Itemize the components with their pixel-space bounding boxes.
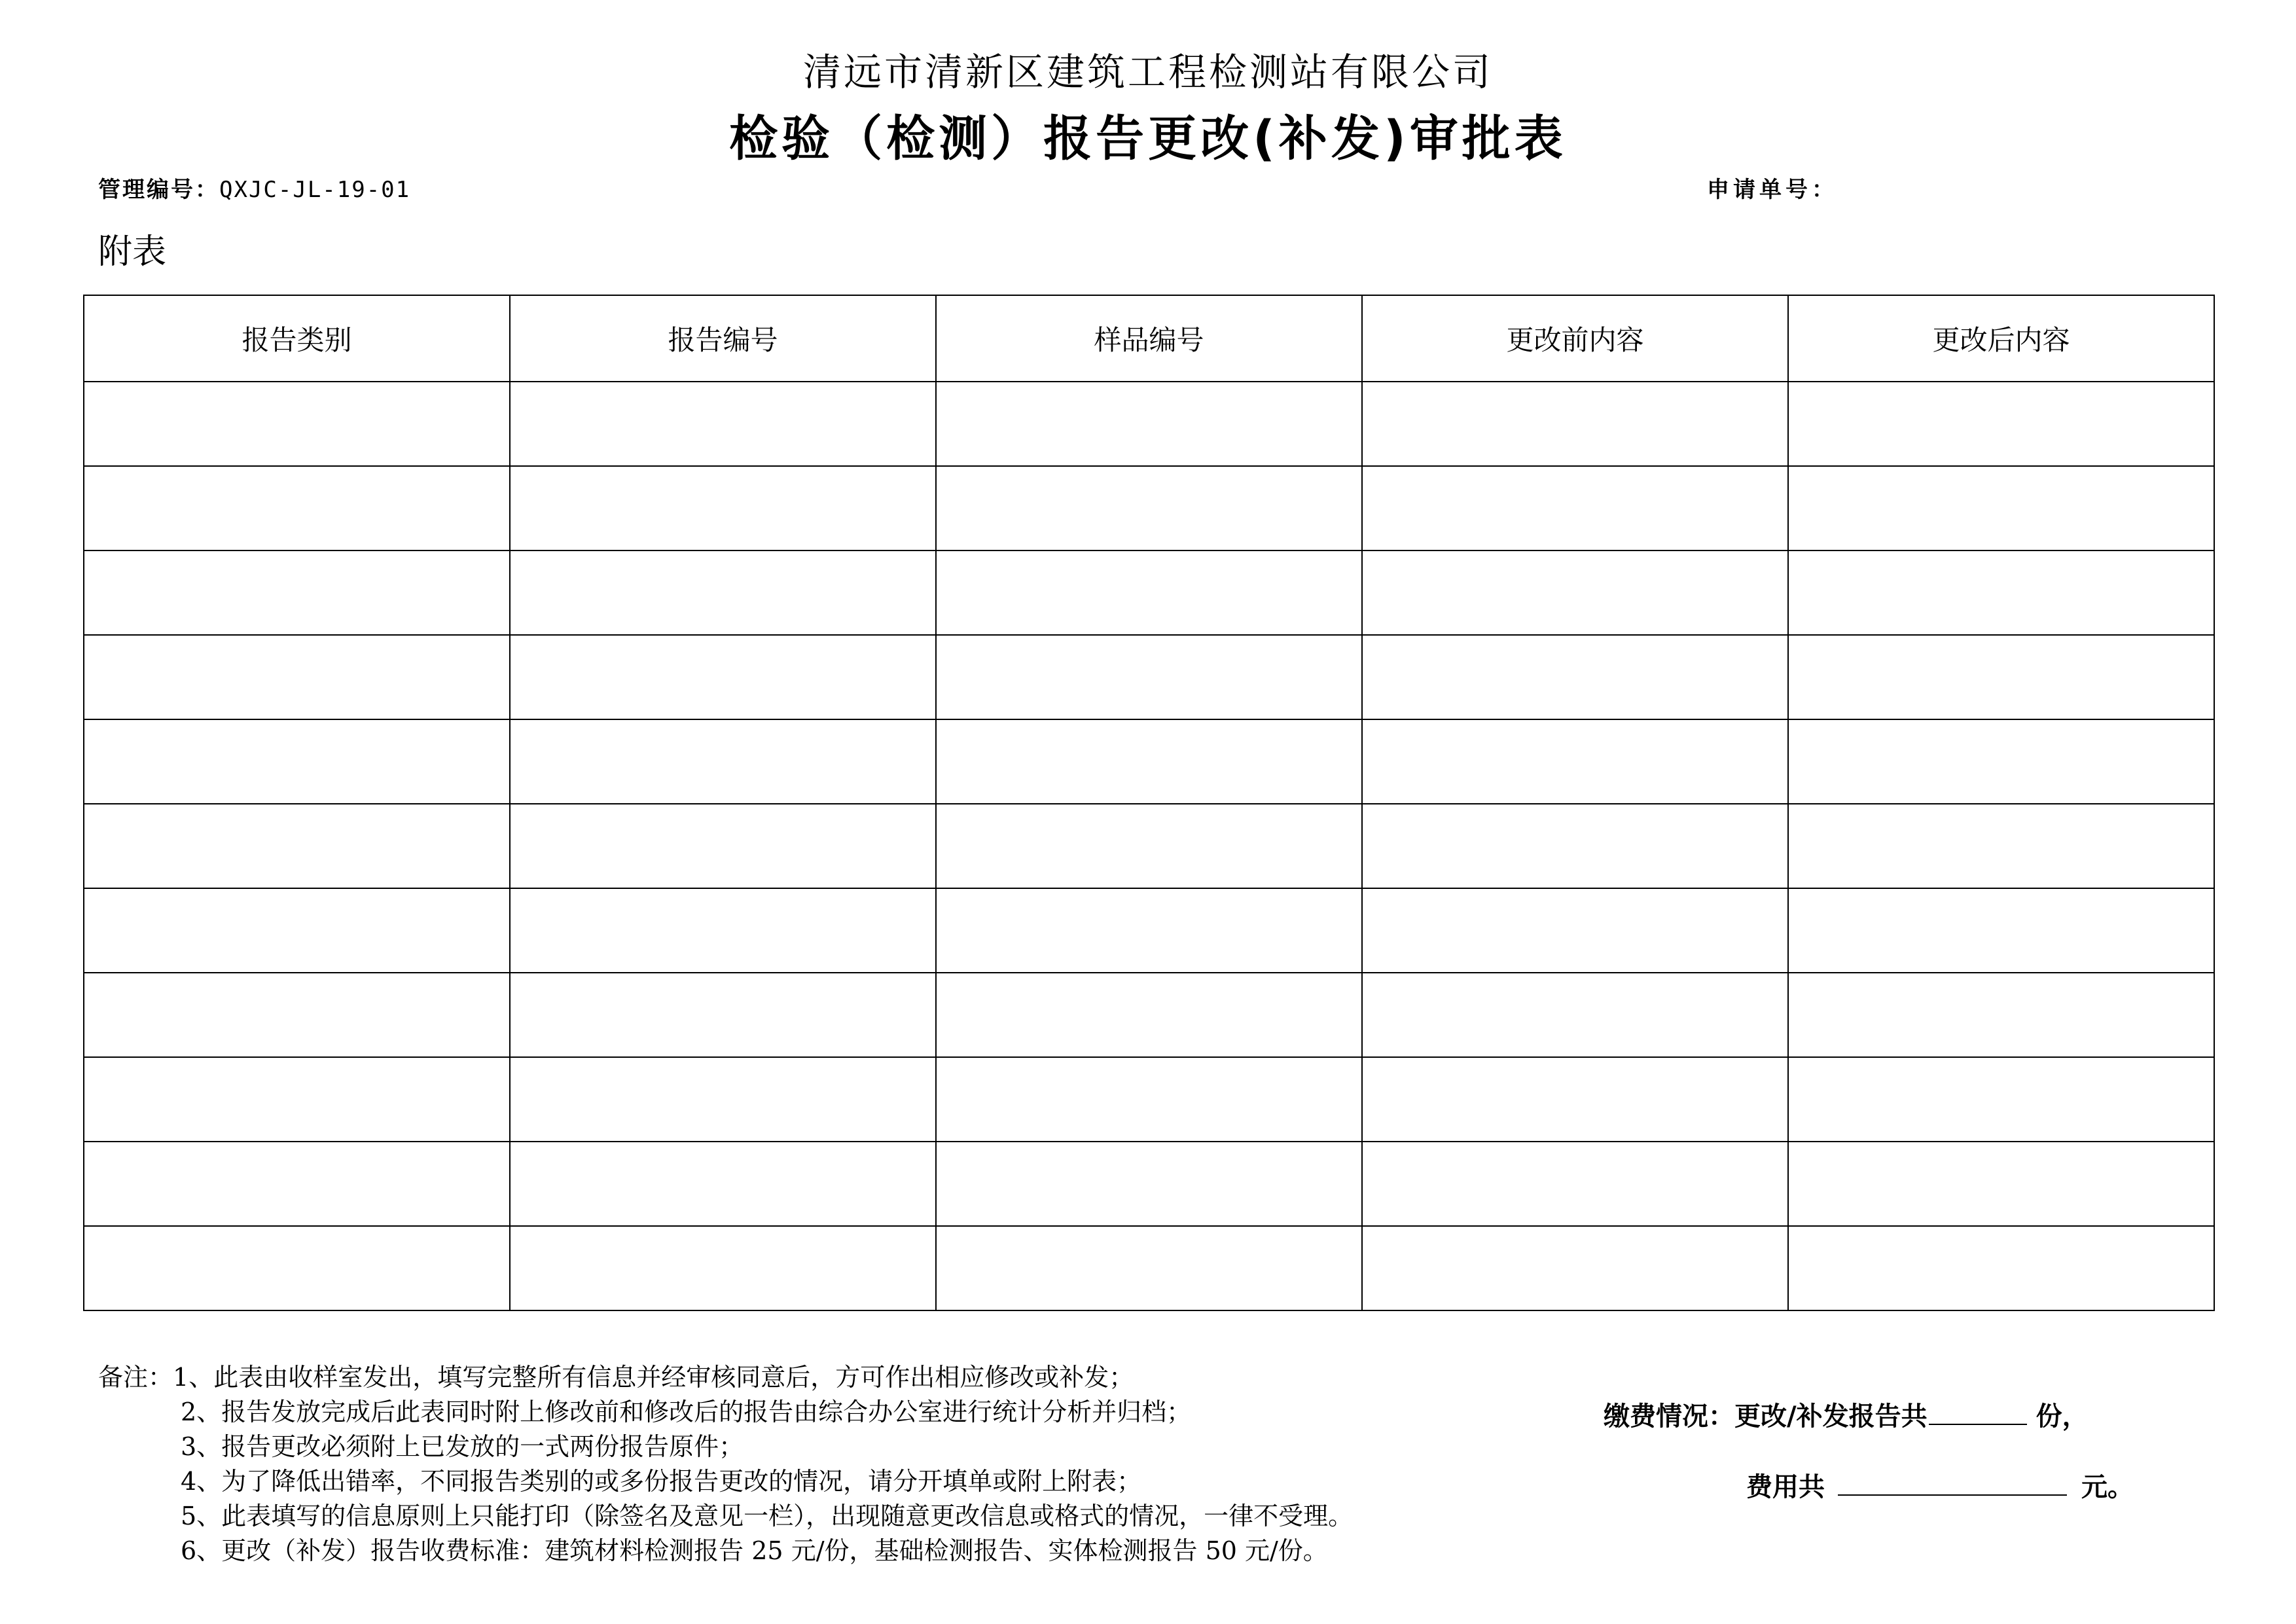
table-cell[interactable] (1788, 1226, 2214, 1310)
note-item: 5、此表填写的信息原则上只能打印（除签名及意见一栏），出现随意更改信息或格式的情况，一律不受理。 (181, 1502, 1354, 1530)
table-body (84, 382, 2214, 1310)
column-header-content-after: 更改后内容 (1788, 295, 2214, 382)
table-cell[interactable] (510, 888, 936, 973)
table-cell[interactable] (936, 1226, 1362, 1310)
note-item: 3、报告更改必须附上已发放的一式两份报告原件； (181, 1432, 744, 1461)
table-cell[interactable] (1788, 1142, 2214, 1226)
notes-label: 备注： (98, 1363, 173, 1392)
attachment-label: 附表 (98, 232, 167, 272)
note-item: 2、报告发放完成后此表同时附上修改前和修改后的报告由综合办公室进行统计分析并归档； (181, 1398, 1192, 1426)
table-cell[interactable] (510, 804, 936, 888)
table-cell[interactable] (936, 635, 1362, 719)
note-line (98, 1360, 1353, 1395)
table-cell[interactable] (1788, 888, 2214, 973)
table-cell[interactable] (1362, 382, 1788, 466)
table-cell[interactable] (84, 550, 510, 635)
table-cell[interactable] (936, 973, 1362, 1057)
column-header-content-before: 更改前内容 (1362, 295, 1788, 382)
fee-amount-field[interactable] (1838, 1468, 2067, 1496)
column-header-report-number: 报告编号 (510, 295, 936, 382)
table-cell[interactable] (510, 635, 936, 719)
table-cell[interactable] (936, 888, 1362, 973)
table-cell[interactable] (510, 973, 936, 1057)
table-row (84, 804, 2214, 888)
note-item: 4、为了降低出错率，不同报告类别的或多份报告更改的情况，请分开填单或附上附表； (181, 1467, 1142, 1496)
payment-status (1604, 1398, 2089, 1435)
report-count-field[interactable] (1929, 1398, 2027, 1425)
table-cell[interactable] (1362, 1057, 1788, 1142)
table-cell[interactable] (1788, 635, 2214, 719)
table-cell[interactable] (84, 719, 510, 804)
table-cell[interactable] (936, 382, 1362, 466)
column-header-sample-number: 样品编号 (936, 295, 1362, 382)
management-number (98, 174, 410, 206)
fee-total-label: 费用共 (1746, 1472, 1825, 1502)
table-row (84, 719, 2214, 804)
table-cell[interactable] (1362, 550, 1788, 635)
table-row (84, 973, 2214, 1057)
table-cell[interactable] (1788, 1057, 2214, 1142)
table-row (84, 888, 2214, 973)
table-cell[interactable] (84, 635, 510, 719)
table-cell[interactable] (936, 466, 1362, 550)
table-cell[interactable] (84, 888, 510, 973)
form-title: 检验（检测）报告更改(补发)审批表 (729, 111, 1567, 167)
table-row (84, 466, 2214, 550)
table-cell[interactable] (936, 550, 1362, 635)
management-number-value: QXJC-JL-19-01 (219, 177, 411, 203)
fee-total-unit: 元。 (2081, 1472, 2134, 1502)
payment-status-label: 缴费情况：更改/补发报告共 (1604, 1401, 1928, 1432)
table-cell[interactable] (510, 1057, 936, 1142)
table-cell[interactable] (936, 719, 1362, 804)
table-cell[interactable] (84, 1226, 510, 1310)
table-cell[interactable] (936, 1057, 1362, 1142)
table-cell[interactable] (1362, 973, 1788, 1057)
table-cell[interactable] (1362, 719, 1788, 804)
table-cell[interactable] (1362, 888, 1788, 973)
table-row (84, 1142, 2214, 1226)
management-number-label: 管理编号： (98, 177, 219, 203)
table-cell[interactable] (936, 804, 1362, 888)
company-name: 清远市清新区建筑工程检测站有限公司 (802, 50, 1493, 94)
table-cell[interactable] (510, 1142, 936, 1226)
table-row (84, 1057, 2214, 1142)
table-cell[interactable] (84, 973, 510, 1057)
table-cell[interactable] (510, 550, 936, 635)
table-cell[interactable] (936, 1142, 1362, 1226)
note-item: 6、更改（补发）报告收费标准：建筑材料检测报告 25 元/份，基础检测报告、实体检测报告 50 元/份。 (181, 1536, 1328, 1565)
table-cell[interactable] (510, 382, 936, 466)
table-cell[interactable] (84, 1142, 510, 1226)
table-cell[interactable] (84, 466, 510, 550)
report-change-table (83, 295, 2215, 1311)
table-header-row (84, 295, 2214, 382)
table-cell[interactable] (1362, 1142, 1788, 1226)
payment-unit: 份， (2036, 1401, 2089, 1432)
table-cell[interactable] (84, 382, 510, 466)
table-cell[interactable] (1788, 719, 2214, 804)
table-cell[interactable] (1362, 804, 1788, 888)
table-cell[interactable] (1362, 1226, 1788, 1310)
notes (98, 1360, 1353, 1568)
table-row (84, 635, 2214, 719)
application-number-label: 申请单号： (1707, 177, 1838, 203)
fee-total (1746, 1468, 2134, 1506)
table-row (84, 382, 2214, 466)
table-cell[interactable] (84, 804, 510, 888)
table-row (84, 1226, 2214, 1310)
table-cell[interactable] (1788, 804, 2214, 888)
table-cell[interactable] (1362, 635, 1788, 719)
table-cell[interactable] (510, 719, 936, 804)
table-cell[interactable] (1788, 382, 2214, 466)
note-item: 1、此表由收样室发出，填写完整所有信息并经审核同意后，方可作出相应修改或补发； (173, 1363, 1134, 1392)
table-cell[interactable] (1788, 466, 2214, 550)
table-cell[interactable] (84, 1057, 510, 1142)
table-cell[interactable] (510, 1226, 936, 1310)
column-header-report-category: 报告类别 (84, 295, 510, 382)
table-row (84, 550, 2214, 635)
table-cell[interactable] (510, 466, 936, 550)
table-cell[interactable] (1362, 466, 1788, 550)
table-cell[interactable] (1788, 973, 2214, 1057)
table-cell[interactable] (1788, 550, 2214, 635)
